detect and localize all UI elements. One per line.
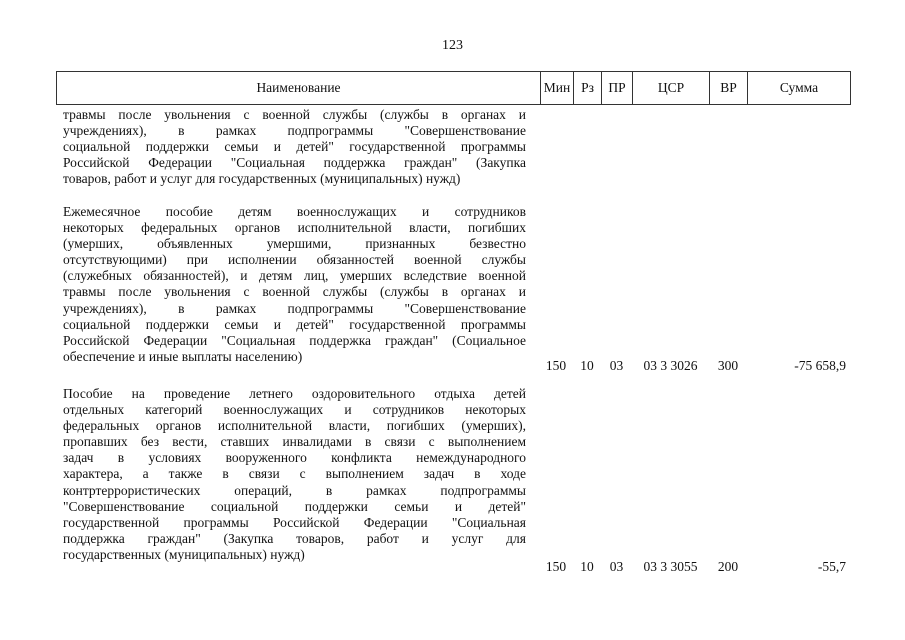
text-line: характера, а также в связи с выполнением задач в ходе [63, 466, 526, 482]
text-line: "Совершенствование социальной поддержки семьи и детей" [63, 498, 526, 514]
text-line: (умерших, объявленных умершими, признанных безвестно [63, 236, 526, 252]
text-line: отдельных категорий военнослужащих и сотрудников некоторых [63, 402, 526, 418]
header-sum: Сумма [747, 72, 850, 104]
text-line: контртеррористических операций, в рамках подпрограммы [63, 482, 526, 498]
header-csr: ЦСР [632, 72, 709, 104]
row-summer-recreation-vr: 200 [717, 559, 739, 574]
text-line: Ежемесячное пособие детям военнослужащих и сотрудников [63, 204, 526, 219]
text-line: травмы после увольнения с военной службы (службы в органах и [63, 284, 526, 300]
row-summer-recreation-description [63, 386, 526, 563]
text-line: травмы после увольнения с военной службы (службы в органах и [63, 107, 526, 122]
row-continuation-description [63, 107, 526, 187]
text-line: государственной программы Российской Федерации "Социальная [63, 514, 526, 530]
header-pr: ПР [601, 72, 632, 104]
row-summer-recreation-min: 150 [545, 559, 567, 574]
text-line: поддержка граждан" (Закупка товаров, работ и услуг для [63, 530, 526, 546]
text-line: пропавших без вести, ставших инвалидами в связи с выполнением [63, 434, 526, 450]
row-summer-recreation-pr: 03 [609, 559, 624, 574]
text-line: Пособие на проведение летнего оздоровительного отдыха детей [63, 386, 526, 401]
text-line: социальной поддержки семьи и детей" государственной программы [63, 139, 526, 155]
row-monthly-allowance-description [63, 204, 526, 365]
text-line: Российской Федерации "Социальная поддержка граждан" (Социальное [63, 332, 526, 348]
text-line: обеспечение и иные выплаты населению) [63, 348, 303, 364]
text-line: федеральных органов исполнительной власти, погибших (умерших), [63, 418, 526, 434]
text-line: (служебных обязанностей), и детям лиц, умерших вследствие военной [63, 268, 526, 284]
text-line: задач в условиях вооруженного конфликта немеждународного [63, 450, 526, 466]
row-monthly-allowance-sum: -75 658,9 [794, 358, 846, 373]
text-line: некоторых федеральных органов исполнительной власти, погибших [63, 220, 526, 236]
row-summer-recreation-rz: 10 [580, 559, 594, 574]
header-name: Наименование [256, 80, 341, 95]
row-monthly-allowance-vr: 300 [717, 358, 739, 373]
text-line: учреждениях), в рамках подпрограммы "Совершенствование [63, 123, 526, 139]
header-min: Мин [540, 72, 573, 104]
text-line: Российской Федерации "Социальная поддержка граждан" (Закупка [63, 155, 526, 171]
row-summer-recreation-sum: -55,7 [817, 559, 846, 574]
table-header [56, 71, 851, 105]
row-monthly-allowance-csr: 03 3 3026 [643, 358, 698, 373]
row-monthly-allowance-pr: 03 [609, 358, 624, 373]
row-monthly-allowance-min: 150 [545, 358, 567, 373]
text-line: отсутствующими) при исполнении обязанностей военной службы [63, 252, 526, 268]
text-line: товаров, работ и услуг для государственных (муниципальных) нужд) [63, 171, 461, 187]
text-line: учреждениях), в рамках подпрограммы "Совершенствование [63, 300, 526, 316]
header-vr: ВР [709, 72, 747, 104]
row-summer-recreation-csr: 03 3 3055 [643, 559, 698, 574]
text-line: социальной поддержки семьи и детей" государственной программы [63, 316, 526, 332]
page-number: 123 [442, 38, 463, 53]
header-rz: Рз [573, 72, 601, 104]
row-monthly-allowance-rz: 10 [580, 358, 594, 373]
text-line: государственных (муниципальных) нужд) [63, 546, 305, 562]
